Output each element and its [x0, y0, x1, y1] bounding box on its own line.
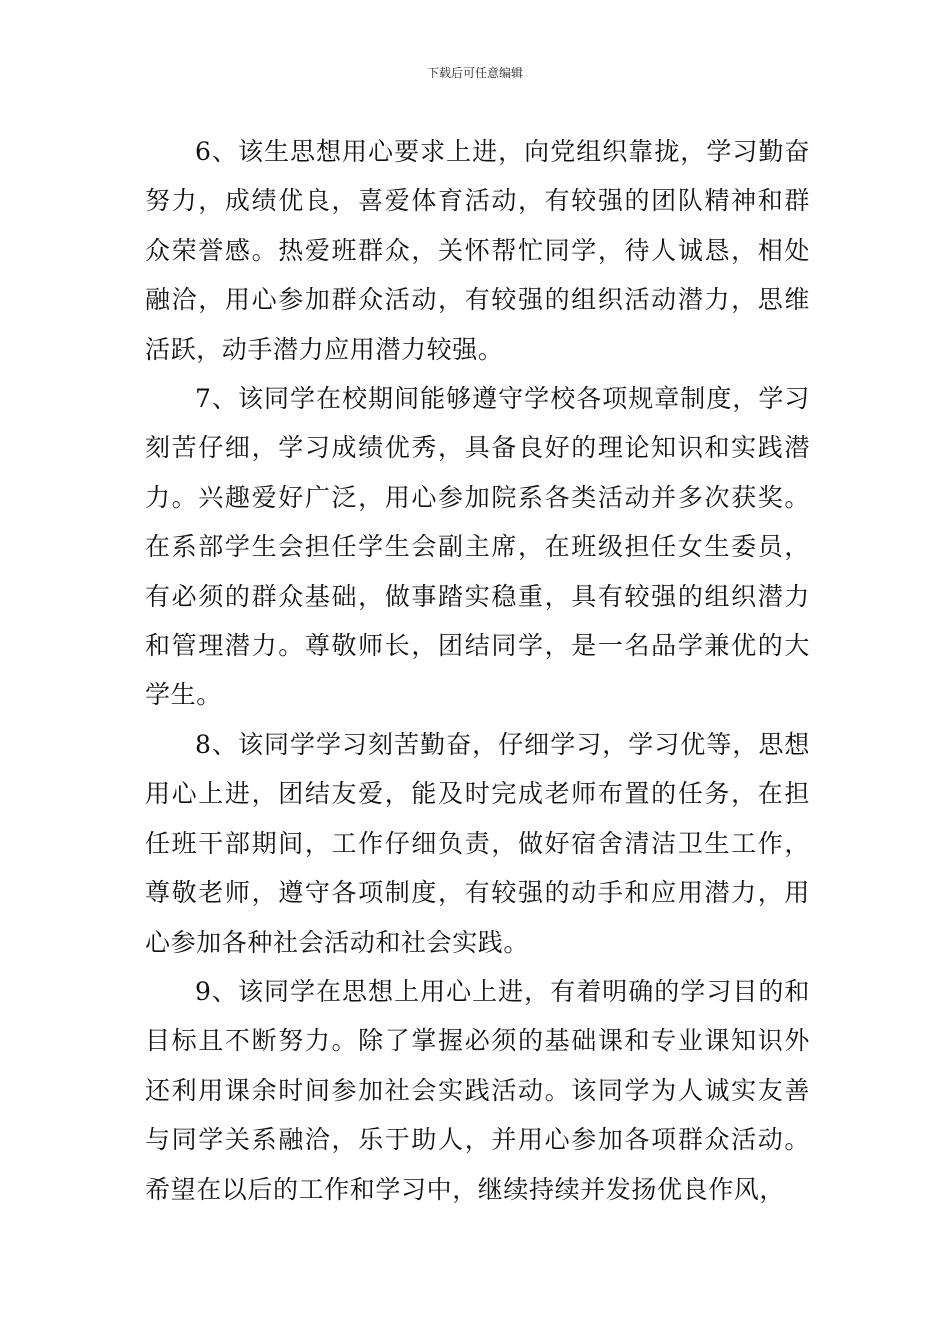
page-header: 下载后可任意编辑: [426, 66, 523, 80]
document-body: [145, 127, 810, 1214]
paragraph-9: 9、该同学在思想上用心上进，有着明确的学习目的和目标且不断努力。除了掌握必须的基础课和专业课知识外还利用课余时间参加社会实践活动。该同学为人诚实友善与同学关系融洽，乐于助人，并用心参加各项群众活动。希望在以后的工作和学习中，继续持续并发扬优良作风，: [145, 976, 810, 1204]
paragraph-7: 7、该同学在校期间能够遵守学校各项规章制度，学习刻苦仔细，学习成绩优秀，具备良好的理论知识和实践潜力。兴趣爱好广泛，用心参加院系各类活动并多次获奖。在系部学生会担任学生会副主席，在班级担任女生委员，有必须的群众基础，做事踏实稳重，具有较强的组织潜力和管理潜力。尊敬师长，团结同学，是一名品学兼优的大学生。: [145, 384, 810, 710]
paragraph-6: 6、该生思想用心要求上进，向党组织靠拢，学习勤奋努力，成绩优良，喜爱体育活动，有较强的团队精神和群众荣誉感。热爱班群众，关怀帮忙同学，待人诚恳，相处融洽，用心参加群众活动，有较强的组织活动潜力，思维活跃，动手潜力应用潜力较强。: [145, 137, 810, 364]
paragraph-8: 8、该同学学习刻苦勤奋，仔细学习，学习优等，思想用心上进，团结友爱，能及时完成老师布置的任务，在担任班干部期间，工作仔细负责，做好宿舍清洁卫生工作，尊敬老师，遵守各项制度，有较强的动手和应用潜力，用心参加各种社会活动和社会实践。: [145, 729, 810, 957]
